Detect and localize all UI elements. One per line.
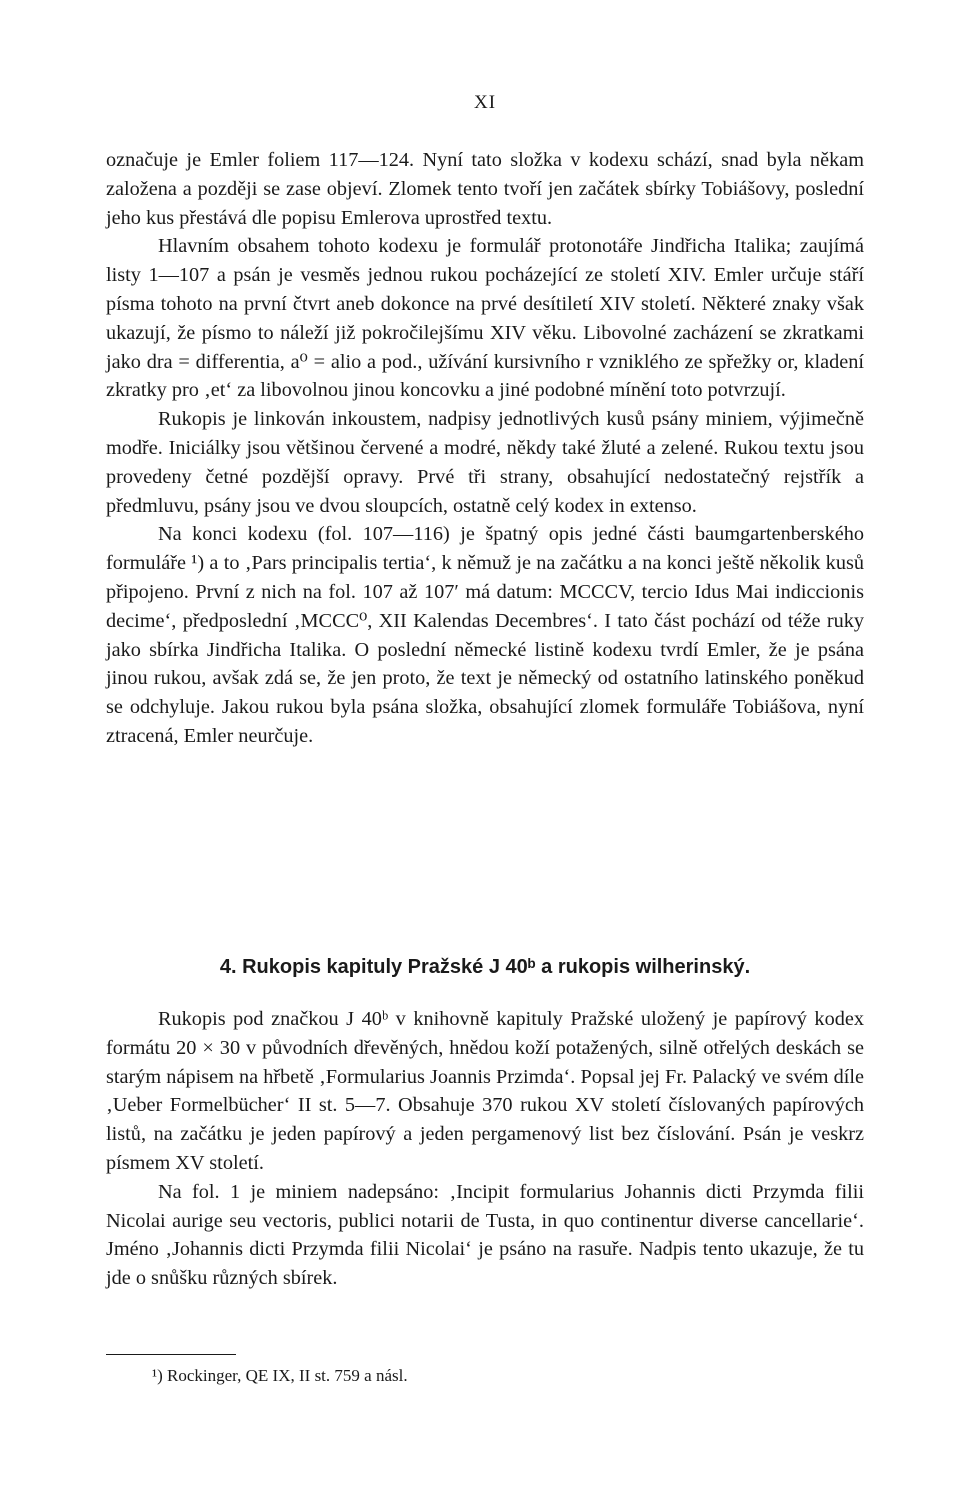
paragraph: Rukopis pod značkou J 40ᵇ v knihovně kapituly Pražské uložený je papírový kodex formátu 20 × 30 v původních dřevěných, hnědou koží potažených, silně otřelých deskách se starým nápisem na hřbetě ‚Formularius Joannis Przimda‘. Popsal jej Fr. Palacký ve svém díle ‚Ueber Formelbücher‘ II st. 5—7. Obsahuje 370 rukou XV století číslovaných papírových listů, na začátku je jeden papírový a jeden pergamenový list bez číslování. Psán je veskrz písmem XV století.: [106, 1008, 864, 1174]
paragraph-continued: označuje je Emler foliem 117—124. Nyní tato složka v kodexu schází, snad byla někam založena a později se zase objeví. Zlomek tento tvoří jen začátek sbírky Tobiášovy, poslední jeho kus přestává dle popisu Emlerova uprostřed textu.: [106, 149, 864, 229]
paragraph: Na konci kodexu (fol. 107—116) je špatný opis jedné části baumgartenberského formuláře ¹) a to ‚Pars principalis tertia‘, k němuž je na začátku a na konci ještě několik kusů připojeno. První z nich na fol. 107 až 107′ má datum: MCCCV, tercio Idus Mai indiccionis decime‘, předposlední ‚MCCC⁰, XII Kalendas Decembres‘. I tato část pochází od téže ruky jako sbírka Jindřicha Italika. O poslední německé listině kodexu tvrdí Emler, že je psána jinou rukou, avšak zdá se, že jen proto, že text je německý od ostatního latinského poněkud se odchyluje. Jakou rukou byla psána složka, obsahující zlomek formuláře Tobiášova, nyní ztracená, Emler neurčuje.: [106, 523, 864, 747]
section-heading: 4. Rukopis kapituly Pražské J 40ᵇ a rukopis wilherinský.: [219, 956, 751, 978]
footnote: ¹) Rockinger, QE IX, II st. 759 a násl.: [152, 1366, 408, 1385]
paragraph: Na fol. 1 je miniem nadepsáno: ‚Incipit formularius Johannis dicti Przymda filii Nicolai aurige seu vectoris, publici notarii de Tusta, in quo continentur diverse cancellarie‘. Jméno ‚Johannis dicti Przymda filii Nicolai‘ je psáno na rasuře. Nadpis tento ukazuje, že tu jde o snůšku různých sbírek.: [106, 1180, 864, 1290]
body-text-part-1: [106, 146, 864, 751]
page-number: XI: [473, 92, 497, 113]
body-text-part-2: [106, 1005, 864, 1293]
paragraph: Rukopis je linkován inkoustem, nadpisy jednotlivých kusů psány miniem, výjimečně modře. Iniciálky jsou většinou červené a modré, někdy také žluté a zelené. Rukou textu jsou provedeny četné pozdější opravy. Prvé tři strany, obsahující nedostatečný rejstřík a předmluvu, psány jsou ve dvou sloupcích, ostatně celý kodex in extenso.: [106, 408, 864, 517]
footnote-divider: [106, 1354, 236, 1355]
paragraph: Hlavním obsahem tohoto kodexu je formulář protonotáře Jindřicha Italika; zaujímá listy 1—107 a psán je vesměs jednou rukou pocházející ze století XIV. Emler určuje stáří písma tohoto na první čtvrt aneb dokonce na prvé desítiletí XIV století. Některé znaky však ukazují, že písmo to náleží již pokročilejšímu XIV věku. Libovolné zacházení se zkratkami jako dra = differentia, a⁰ = alio a pod., užívání kursivního r vzniklého ze spřežky or, kladení zkratky pro ‚et‘ za libovolnou jinou koncovku a jiné podobné mínění toto potvrzují.: [106, 235, 864, 402]
